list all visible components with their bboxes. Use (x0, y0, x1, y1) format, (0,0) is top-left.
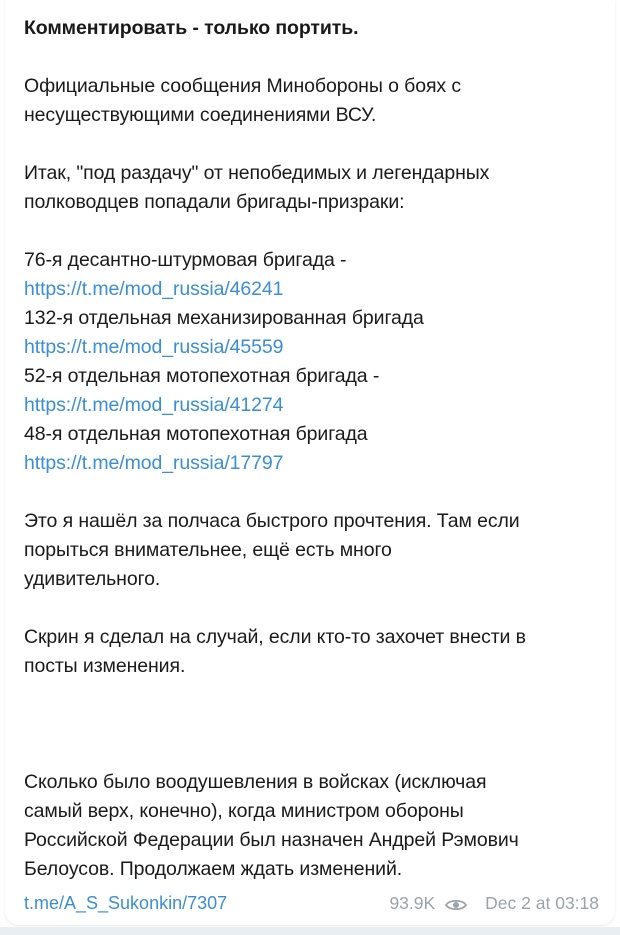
paragraph-line: Официальные сообщения Минобороны о боях с (24, 75, 462, 97)
brigade-name: 76-я десантно-штурмовая бригада - (24, 249, 347, 271)
paragraph-line: Белоусов. Продолжаем ждать изменений. (24, 858, 403, 880)
paragraph-line: удивительного. (24, 568, 161, 590)
message-bubble (5, 0, 615, 925)
timestamp: Dec 2 at 03:18 (485, 892, 599, 913)
brigade-name: 52-я отдельная мотопехотная бригада - (24, 365, 380, 387)
paragraph-line: полководцев попадали бригады-призраки: (24, 191, 405, 213)
view-count: 93.9K (389, 892, 436, 913)
paragraph-line: Сколько было воодушевления в войсках (исключая (24, 771, 487, 793)
paragraph-line: посты изменения. (24, 655, 186, 677)
brigade-name: 132-я отдельная механизированная бригада (24, 307, 424, 329)
brigade-name: 48-я отдельная мотопехотная бригада (24, 423, 368, 445)
brigade-link[interactable]: https://t.me/mod_russia/17797 (24, 452, 284, 474)
paragraph-line: Это я нашёл за полчаса быстрого прочтения. Там если (24, 510, 520, 532)
paragraph-line: несуществующими соединениями ВСУ. (24, 104, 377, 126)
brigade-link[interactable]: https://t.me/mod_russia/41274 (24, 394, 284, 416)
chat-background (0, 927, 620, 935)
post-text (24, 14, 609, 884)
paragraph-line: Итак, "под раздачу" от непобедимых и легендарных (24, 162, 490, 184)
brigade-link[interactable]: https://t.me/mod_russia/45559 (24, 336, 284, 358)
source-link[interactable]: t.me/A_S_Sukonkin/7307 (24, 892, 228, 913)
eye-icon (445, 896, 467, 910)
paragraph-line: Российской Федерации был назначен Андрей Рэмович (24, 829, 519, 851)
paragraph-line: самый верх, конечно), когда министром обороны (24, 800, 464, 822)
message-meta (389, 893, 599, 914)
paragraph-line: порыться внимательнее, ещё есть много (24, 539, 392, 561)
post-title: Комментировать - только портить. (24, 17, 359, 39)
message-footer (24, 888, 599, 918)
paragraph-line: Скрин я сделал на случай, если кто-то захочет внести в (24, 626, 526, 648)
brigade-link[interactable]: https://t.me/mod_russia/46241 (24, 278, 284, 300)
